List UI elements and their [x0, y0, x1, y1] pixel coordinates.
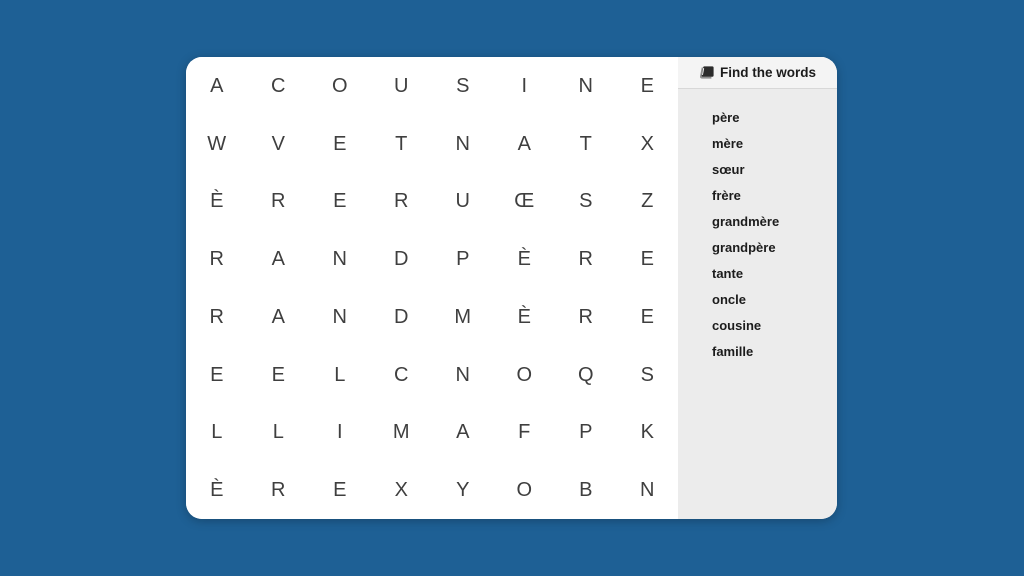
grid-cell-r5c8[interactable]: E — [640, 305, 654, 328]
word-list-panel — [678, 57, 837, 519]
grid-cell-r2c6[interactable]: A — [517, 132, 531, 155]
grid-cell-r7c1[interactable]: L — [211, 421, 223, 444]
word-list-item: grandmère — [712, 214, 780, 229]
grid-cell-r4c6[interactable]: È — [517, 248, 531, 271]
grid-cell-r1c6[interactable]: I — [521, 74, 528, 97]
grid-cell-r6c2[interactable]: E — [271, 363, 285, 386]
grid-cell-r3c8[interactable]: Z — [641, 190, 654, 213]
grid-cell-r3c6[interactable]: Œ — [514, 190, 535, 213]
grid-cell-r4c3[interactable]: N — [332, 248, 347, 271]
grid-cell-r4c2[interactable]: A — [271, 248, 285, 271]
grid-cell-r3c3[interactable]: E — [333, 190, 347, 213]
word-list-title: Find the words — [720, 65, 816, 80]
word-list-item: frère — [712, 188, 741, 203]
grid-cell-r8c1[interactable]: È — [210, 479, 224, 502]
grid-cell-r6c5[interactable]: N — [455, 363, 470, 386]
word-list-item: père — [712, 110, 740, 125]
grid-cell-r1c8[interactable]: E — [640, 74, 654, 97]
word-list-item: sœur — [712, 162, 745, 177]
word-list-item: famille — [712, 344, 754, 359]
grid-cell-r2c7[interactable]: T — [579, 132, 592, 155]
grid-cell-r3c4[interactable]: R — [394, 190, 409, 213]
grid-cell-r1c5[interactable]: S — [456, 74, 470, 97]
word-list-item: tante — [712, 266, 744, 281]
grid-cell-r6c8[interactable]: S — [640, 363, 654, 386]
grid-cell-r7c5[interactable]: A — [456, 421, 470, 444]
grid-cell-r3c1[interactable]: È — [210, 190, 224, 213]
grid-cell-r8c8[interactable]: N — [640, 479, 655, 502]
grid-cell-r8c3[interactable]: E — [333, 479, 347, 502]
word-list-item: grandpère — [712, 240, 776, 255]
grid-cell-r7c8[interactable]: K — [640, 421, 654, 444]
grid-cell-r5c5[interactable]: M — [454, 305, 472, 328]
grid-cell-r1c2[interactable]: C — [271, 74, 286, 97]
grid-cell-r7c3[interactable]: I — [336, 421, 343, 444]
grid-cell-r4c5[interactable]: P — [456, 248, 470, 271]
grid-cell-r8c4[interactable]: X — [394, 479, 408, 502]
grid-cell-r3c5[interactable]: U — [455, 190, 470, 213]
grid-cell-r1c4[interactable]: U — [394, 74, 409, 97]
wordsearch-card — [186, 57, 837, 519]
word-list — [678, 89, 837, 365]
word-list-item: cousine — [712, 318, 762, 333]
grid-cell-r5c6[interactable]: È — [517, 305, 531, 328]
grid-cell-r8c6[interactable]: O — [516, 479, 533, 502]
word-list-item: oncle — [712, 292, 746, 307]
grid-cell-r2c2[interactable]: V — [271, 132, 285, 155]
grid-cell-r6c6[interactable]: O — [516, 363, 533, 386]
grid-cell-r7c7[interactable]: P — [579, 421, 593, 444]
grid-cell-r1c7[interactable]: N — [578, 74, 593, 97]
grid-cell-r6c4[interactable]: C — [394, 363, 409, 386]
grid-cell-r2c3[interactable]: E — [333, 132, 347, 155]
grid-cell-r4c8[interactable]: E — [640, 248, 654, 271]
grid-cell-r8c2[interactable]: R — [271, 479, 286, 502]
grid-cell-r5c1[interactable]: R — [209, 305, 224, 328]
grid-cell-r3c2[interactable]: R — [271, 190, 286, 213]
grid-cell-r2c4[interactable]: T — [395, 132, 408, 155]
grid-cell-r6c1[interactable]: E — [210, 363, 224, 386]
grid-cell-r7c2[interactable]: L — [272, 421, 284, 444]
grid-cell-r6c3[interactable]: L — [334, 363, 346, 386]
grid-cell-r8c5[interactable]: Y — [456, 479, 470, 502]
grid-cell-r4c7[interactable]: R — [578, 248, 593, 271]
grid-cell-r1c3[interactable]: O — [331, 74, 348, 97]
grid-cell-r5c2[interactable]: A — [271, 305, 285, 328]
book-icon — [699, 66, 714, 79]
word-list-item: mère — [712, 136, 744, 151]
grid-cell-r3c7[interactable]: S — [579, 190, 593, 213]
grid-cell-r4c1[interactable]: R — [209, 248, 224, 271]
grid-cell-r4c4[interactable]: D — [394, 248, 409, 271]
grid-cell-r7c6[interactable]: F — [518, 421, 531, 444]
grid-cell-r1c1[interactable]: A — [210, 74, 224, 97]
word-list-header — [678, 57, 837, 89]
grid-cell-r2c5[interactable]: N — [455, 132, 470, 155]
grid-cell-r7c4[interactable]: M — [392, 421, 410, 444]
grid-cell-r8c7[interactable]: B — [579, 479, 593, 502]
grid-cell-r2c8[interactable]: X — [640, 132, 654, 155]
letter-grid[interactable] — [186, 57, 678, 519]
grid-cell-r5c7[interactable]: R — [578, 305, 593, 328]
grid-cell-r5c3[interactable]: N — [332, 305, 347, 328]
grid-cell-r6c7[interactable]: Q — [577, 363, 594, 386]
grid-cell-r5c4[interactable]: D — [394, 305, 409, 328]
grid-cell-r2c1[interactable]: W — [207, 132, 227, 155]
